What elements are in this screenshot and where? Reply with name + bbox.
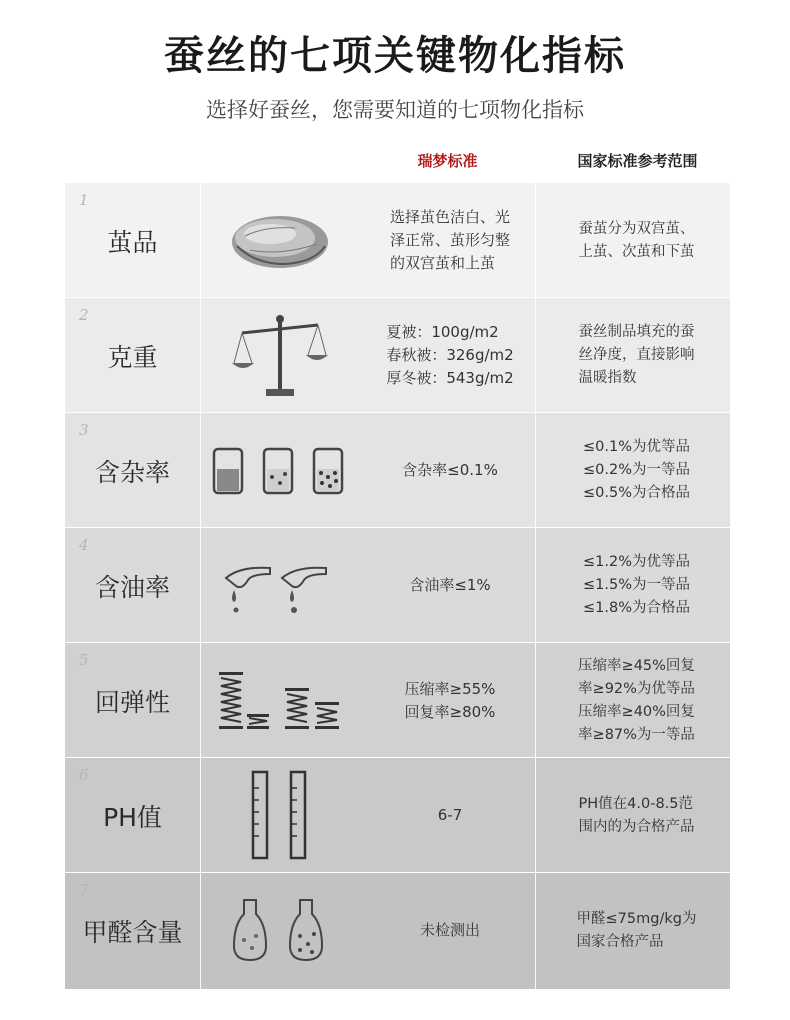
row-number: 5 — [79, 651, 89, 669]
page-title: 蚕丝的七项关键物化指标 — [164, 33, 626, 79]
column-header-ruimeng: 瑞梦标准 — [417, 152, 478, 170]
national-standard: PH值在4.0-8.5范 围内的为合格产品 — [578, 795, 695, 835]
national-standard: ≤0.1%为优等品 ≤0.2%为一等品 ≤0.5%为合格品 — [583, 439, 690, 501]
national-standard: 压缩率≥45%回复 率≥92%为优等品 压缩率≥40%回复 率≥87%为一等品 — [578, 657, 695, 743]
indicator-table — [65, 183, 730, 990]
row-number: 2 — [79, 306, 89, 324]
column-divider — [200, 183, 201, 990]
balance-scale-icon — [200, 298, 360, 413]
row-number: 3 — [79, 421, 89, 439]
indicator-name: 甲醛含量 — [82, 917, 183, 947]
flasks-icon — [200, 873, 360, 988]
cocoon-icon — [200, 183, 360, 298]
ruimeng-standard: 6-7 — [437, 806, 463, 824]
row-number: 7 — [79, 881, 89, 899]
table-row — [65, 758, 730, 873]
table-row — [65, 183, 730, 298]
page-subtitle: 选择好蚕丝，您需要知道的七项物化指标 — [206, 98, 584, 122]
springs-icon — [200, 643, 360, 758]
table-row — [65, 873, 730, 990]
table-row — [65, 298, 730, 413]
ruimeng-standard: 含杂率≤0.1% — [402, 461, 498, 479]
column-divider — [535, 183, 536, 990]
row-number: 4 — [79, 536, 89, 554]
indicator-name: 克重 — [107, 342, 158, 372]
indicator-name: 茧品 — [107, 227, 158, 257]
table-row — [65, 643, 730, 758]
table-row — [65, 413, 730, 528]
column-header-national: 国家标准参考范围 — [577, 152, 698, 170]
ruimeng-standard: 选择茧色洁白、光 泽正常、茧形匀整 的双宫茧和上茧 — [389, 208, 510, 272]
impurity-beakers-icon — [200, 413, 360, 528]
indicator-name: 回弹性 — [94, 687, 170, 717]
indicator-name: 含油率 — [94, 572, 170, 602]
ruimeng-standard: 未检测出 — [419, 921, 480, 939]
row-number: 6 — [79, 766, 89, 784]
ruimeng-standard: 夏被：100g/m2 春秋被：326g/m2 厚冬被：543g/m2 — [386, 323, 514, 387]
oil-drip-hands-icon — [200, 528, 360, 643]
row-number: 1 — [79, 191, 89, 209]
national-standard: 蚕茧分为双宫茧、 上茧、次茧和下茧 — [578, 220, 695, 260]
national-standard: ≤1.2%为优等品 ≤1.5%为一等品 ≤1.8%为合格品 — [583, 554, 690, 616]
national-standard: 蚕丝制品填充的蚕 丝净度，直接影响 温暖指数 — [578, 324, 695, 386]
indicator-name: 含杂率 — [94, 457, 170, 487]
ruimeng-standard: 含油率≤1% — [409, 576, 491, 594]
national-standard: 甲醛≤75mg/kg为 国家合格产品 — [576, 910, 697, 950]
indicator-name: PH值 — [103, 802, 162, 832]
test-tubes-icon — [200, 758, 360, 873]
ruimeng-standard: 压缩率≥55% 回复率≥80% — [404, 679, 496, 721]
table-row — [65, 528, 730, 643]
